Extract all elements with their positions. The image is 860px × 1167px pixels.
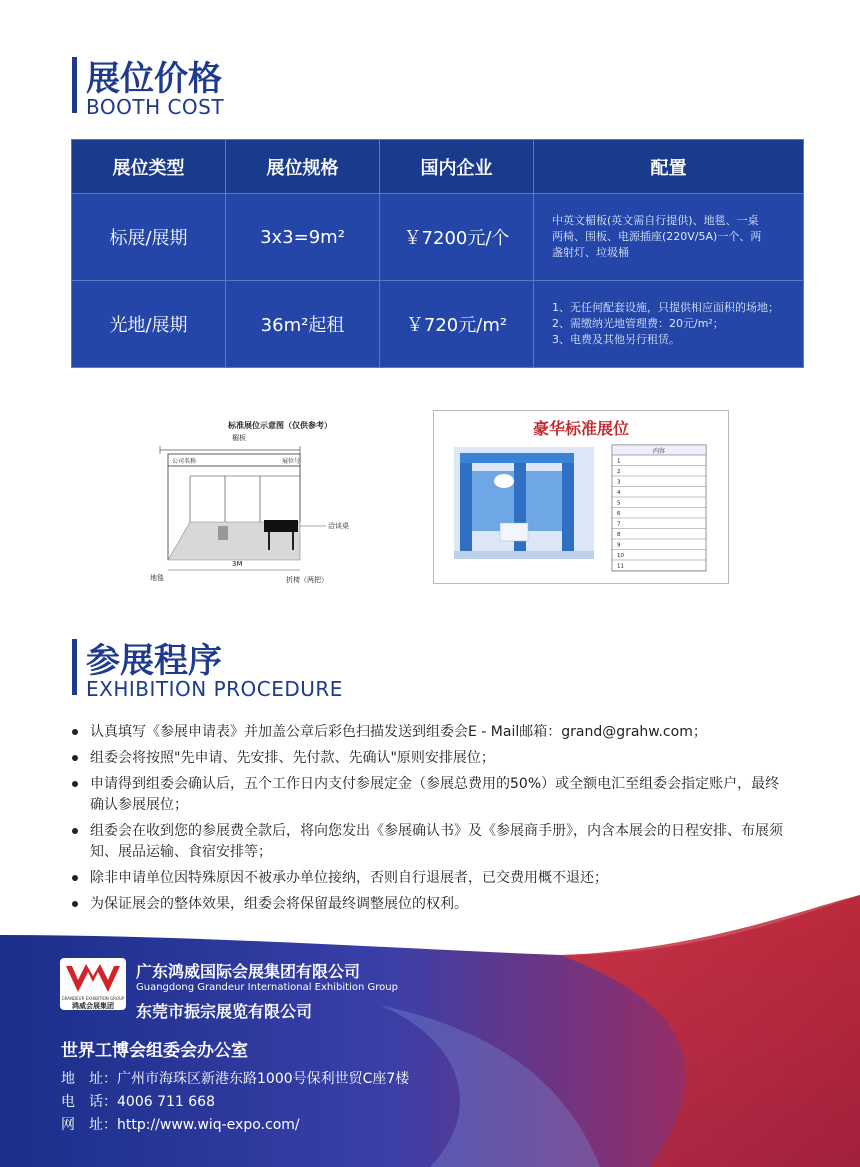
- address-value: 广州市海珠区新港东路1000号保利世贸C座7楼: [117, 1071, 410, 1087]
- legend-number: 4: [617, 490, 621, 496]
- bullet-icon: [72, 755, 78, 761]
- cell-spec: 36m²起租: [226, 281, 380, 368]
- bullet-icon: [72, 828, 78, 834]
- config-line: 盏射灯、垃圾桶: [552, 246, 629, 259]
- address-row: [61, 1068, 409, 1088]
- procedure-step-text: 组委会在收到您的参展费全款后，将向您发出《参展确认书》及《参展商手册》，内含本展会的日程安排、布展须知、展品运输、食宿安排等；: [90, 823, 783, 860]
- legend-number: 10: [617, 553, 624, 559]
- cell-spec: 3x3=9m²: [226, 194, 380, 281]
- bullet-icon: [72, 875, 78, 881]
- cell-type: 标展/展期: [72, 194, 226, 281]
- diagram-label-desk: 洽谈桌: [328, 522, 349, 530]
- list-item: [72, 821, 792, 863]
- diagram-label-chairs: 折椅（两把）: [286, 576, 328, 584]
- org2-name-cn: 东莞市振宗展览有限公司: [136, 1002, 313, 1021]
- table-header-row: [72, 140, 804, 194]
- website-label: 网 址：: [61, 1117, 117, 1133]
- diagram-title: 标准展位示意图（仅供参考）: [228, 421, 332, 430]
- booth-diagram-drawing: [150, 412, 370, 587]
- procedure-step-text: 为保证展会的整体效果，组委会将保留最终调整展位的权利。: [90, 896, 468, 912]
- phone-row: [61, 1091, 215, 1111]
- config-line: 2、需缴纳光地管理费：20元/m²；: [552, 317, 724, 330]
- logo-mark: [60, 958, 126, 1010]
- config-line: 1、无任何配套设施，只提供相应面积的场地；: [552, 301, 779, 314]
- procedure-list: [72, 722, 792, 920]
- cell-config: [534, 281, 804, 368]
- list-item: [72, 868, 792, 889]
- office-name: 世界工博会组委会办公室: [61, 1041, 248, 1061]
- logo-text-en: GRANDEUR EXHIBITION GROUP: [61, 996, 125, 1001]
- website-link[interactable]: http://www.wiq-expo.com/: [117, 1117, 300, 1133]
- booth-cost-table: [71, 139, 804, 368]
- table-row: [72, 281, 804, 368]
- standard-booth-diagram: [150, 412, 370, 587]
- list-item: [72, 722, 792, 743]
- bullet-icon: [72, 729, 78, 735]
- legend-number: 8: [617, 532, 621, 538]
- list-item: [72, 774, 792, 816]
- legend-number: 9: [617, 542, 621, 549]
- procedure-title-cn: 参展程序: [86, 641, 222, 681]
- website-row: [61, 1114, 300, 1134]
- luxury-booth-image: [433, 410, 729, 584]
- cell-type: 光地/展期: [72, 281, 226, 368]
- header-booth-spec: 展位规格: [226, 140, 380, 194]
- legend-header: 内容: [652, 448, 666, 455]
- company-logo: [60, 958, 126, 1010]
- bullet-icon: [72, 781, 78, 787]
- legend-number: 6: [617, 511, 621, 517]
- heading-accent-bar: [72, 639, 77, 695]
- cell-price: ￥7200元/个: [380, 194, 534, 281]
- diagram-label-carpet: 地毯: [150, 574, 164, 582]
- header-booth-type: 展位类型: [72, 140, 226, 194]
- phone-label: 电 话：: [61, 1094, 117, 1110]
- header-configuration: 配置: [534, 140, 804, 194]
- luxury-booth-title: 豪华标准展位: [532, 419, 629, 438]
- list-item: [72, 748, 792, 769]
- procedure-step-text: 申请得到组委会确认后，五个工作日内支付参展定金（参展总费用的50%）或全额电汇至组委会指定账户，最终确认参展展位；: [90, 776, 780, 813]
- luxury-booth-illustration: [434, 411, 728, 583]
- header-domestic-price: 国内企业: [380, 140, 534, 194]
- phone-value: 4006 711 668: [117, 1094, 215, 1110]
- procedure-step-text: 除非申请单位因特殊原因不被承办单位接纳，否则自行退展者，已交费用概不退还；: [90, 870, 608, 886]
- org1-name-cn: 广东鸿威国际会展集团有限公司: [136, 962, 361, 981]
- cell-price: ￥720元/m²: [380, 281, 534, 368]
- legend-number: 2: [617, 469, 621, 475]
- legend-number: 3: [617, 479, 621, 486]
- legend-number: 7: [617, 521, 621, 528]
- org1-name-en: Guangdong Grandeur International Exhibition Group: [136, 982, 398, 993]
- diagram-label-company: 公司名称: [172, 458, 197, 465]
- legend-number: 1: [617, 458, 621, 465]
- procedure-step-text: 认真填写《参展申请表》并加盖公章后彩色扫描发送到组委会E - Mail邮箱：grand@grahw.com；: [90, 724, 707, 740]
- config-line: 两椅、围板、电源插座(220V/5A)一个、两: [552, 230, 762, 243]
- diagram-label-width: 3M: [232, 560, 243, 568]
- heading-accent-bar: [72, 57, 77, 113]
- diagram-label-booth-no: 展位号: [282, 458, 301, 465]
- logo-text-cn: 鸿威会展集团: [72, 1002, 114, 1010]
- legend-number: 5: [617, 500, 621, 507]
- address-label: 地 址：: [61, 1071, 117, 1087]
- booth-cost-title-cn: 展位价格: [86, 59, 222, 99]
- config-line: 3、电费及其他另行租赁。: [552, 333, 680, 346]
- booth-cost-title-en: BOOTH COST: [86, 95, 225, 119]
- cell-config: [534, 194, 804, 281]
- procedure-step-text: 组委会将按照"先申请、先安排、先付款、先确认"原则安排展位；: [90, 750, 495, 766]
- config-line: 中英文楣板(英文需自行提供)、地毯、一桌: [552, 214, 759, 227]
- diagram-label-fascia: 楣板: [232, 434, 246, 442]
- procedure-title-en: EXHIBITION PROCEDURE: [86, 677, 343, 701]
- legend-number: 11: [617, 563, 624, 570]
- table-row: [72, 194, 804, 281]
- legend-box: [612, 445, 706, 571]
